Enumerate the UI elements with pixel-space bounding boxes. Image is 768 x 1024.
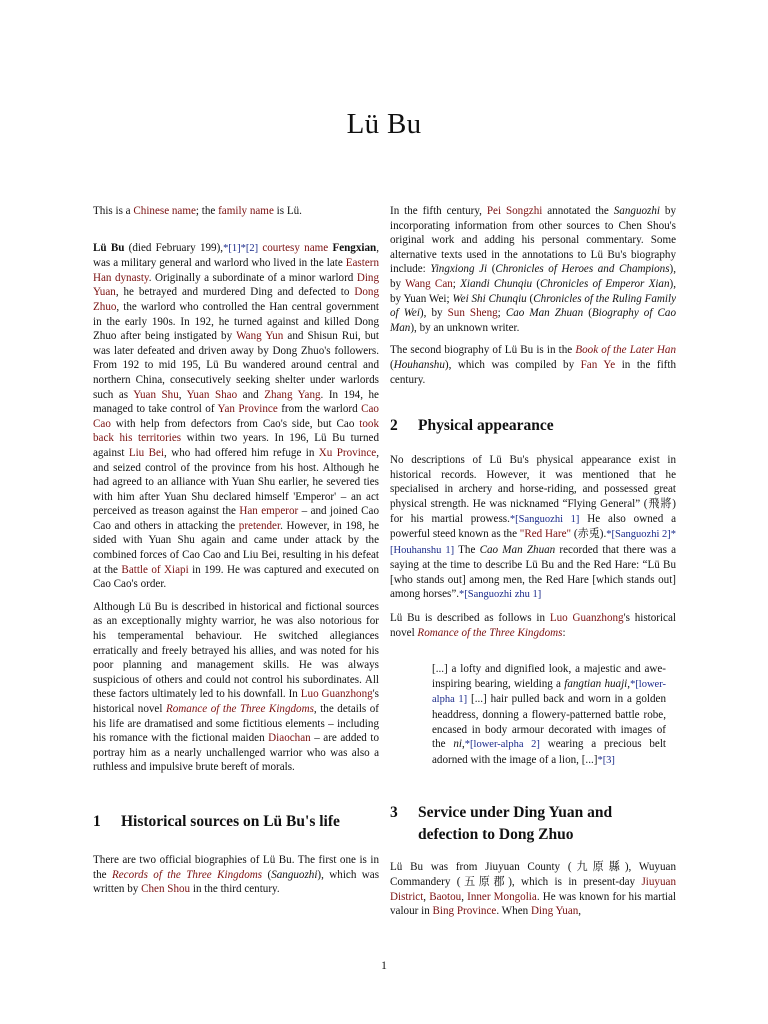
text-run: ( xyxy=(390,358,394,371)
text-run: in the fifth century. xyxy=(390,358,676,386)
text-run: The second biography of Lü Bu is in the xyxy=(390,344,576,357)
section-heading-text: Historical sources on Lü Bu's life xyxy=(121,812,340,830)
text-run: wearing a precious belt adorned with the image of a lion, [...] xyxy=(432,738,667,766)
paragraph-intro xyxy=(93,241,379,592)
paragraph-origin xyxy=(390,860,676,918)
italic-term: Houhanshu xyxy=(393,358,445,371)
citation-reference[interactable]: *[Sanguozhi 1] xyxy=(509,513,580,525)
inline-link[interactable]: Chen Shou xyxy=(141,883,191,896)
text-run: (赤兎). xyxy=(571,528,607,541)
text-run: in 199. He was captured and executed on Cao Cao's order. xyxy=(93,563,380,591)
right-column xyxy=(390,204,676,927)
page-number: 1 xyxy=(381,960,387,972)
text-run: , was a military general and warlord who lived in the late xyxy=(93,241,379,270)
italic-term: ni xyxy=(453,738,463,751)
link-family-name[interactable]: family name xyxy=(218,205,274,217)
hatnote-text: is Lü. xyxy=(273,205,302,217)
text-run: 's historical novel xyxy=(93,688,379,715)
inline-link[interactable]: Romance of the Three Kingdoms xyxy=(165,703,314,715)
text-run: : xyxy=(562,626,566,639)
text-run: annotated the xyxy=(542,205,614,217)
inline-link[interactable]: Eastern Han dynasty xyxy=(93,257,379,284)
text-run: , xyxy=(627,677,631,690)
block-quote xyxy=(432,662,666,768)
inline-link[interactable]: Zhang Yang xyxy=(264,388,321,401)
text-run: There are two official biographies of Lü Bu. The first one is in the xyxy=(93,853,379,881)
text-run: ), by Yuan Wei; xyxy=(390,277,676,305)
text-run: In the fifth century, xyxy=(390,205,487,217)
text-run: within two years. In 196, Lü Bu turned against xyxy=(93,432,379,459)
section-heading-text: Physical appearance xyxy=(418,417,554,435)
citation-reference[interactable]: *[Sanguozhi zhu 1] xyxy=(459,589,542,601)
inline-link[interactable]: Bing Province xyxy=(432,905,497,918)
text-run: (died February 199), xyxy=(124,241,224,254)
text-run: . In 194, he managed to take control of xyxy=(93,388,379,416)
inline-link[interactable]: Luo Guanzhong xyxy=(549,612,624,625)
text-run: – are added to portray him as a nearly unchallenged warrior who was also a ruthless and impulsive brute bereft of morals. xyxy=(93,732,379,774)
text-run: [...] a lofty and dignified look, a majestic and awe-inspiring bearing, wielding a xyxy=(432,663,666,690)
section-number: 1 xyxy=(93,812,101,830)
section-heading-physical-appearance xyxy=(390,415,676,437)
inline-link[interactable]: Fan Ye xyxy=(580,358,616,371)
text-run: recorded that there was a saying at the time to describe Lü Bu and the Red Hare: “Lü Bu [who stands out] among men, the Red Hare [which stands out] among horses”. xyxy=(390,543,677,601)
text-run: ), which was written by xyxy=(93,868,380,896)
inline-link[interactable]: courtesy name xyxy=(262,241,329,254)
paragraph-novel-description xyxy=(390,611,676,640)
text-run: [...] hair pulled back and worn in a golden headdress, donning a flowery-patterned battle robe, encased in body armour decorated with images of the xyxy=(432,693,666,751)
text-run: ; xyxy=(497,307,506,320)
text-run: ; xyxy=(452,277,461,290)
inline-link[interactable]: Baotou xyxy=(429,890,462,903)
text-run: , xyxy=(461,890,468,903)
italic-term: Chronicles of Emperor Xian xyxy=(540,277,670,290)
text-run: and xyxy=(237,388,265,401)
paragraph-houhanshu xyxy=(390,343,676,387)
text-run: ), by xyxy=(419,307,448,320)
text-run: from the warlord xyxy=(277,403,362,416)
text-run: . Originally a subordinate of a minor warlord xyxy=(148,271,357,284)
left-column xyxy=(93,204,379,905)
paragraph-appearance xyxy=(390,453,676,603)
inline-link[interactable]: Book of the Later Han xyxy=(575,344,677,357)
text-run: ( xyxy=(487,263,496,276)
text-run: , and seized control of the province from his host. Although he had agreed to an alliance with Yuan Shu earlier, he severed ties with him after Yuan Shu declared himself 'Emperor' – an act perceived as treason against the xyxy=(93,446,379,518)
text-run: , xyxy=(462,738,465,751)
text-run: Lü Bu was from Jiuyuan County (九原縣), Wuyuan Commandery (五原郡), which is in present-day xyxy=(390,861,676,888)
text-run: , xyxy=(423,890,430,903)
text-run: , the warlord who controlled the Han central government in the early 190s. In 192, he turned against and killed Dong Zhuo after being instigated by xyxy=(93,300,379,343)
italic-term: Sanguozhi xyxy=(613,205,660,217)
citation-reference[interactable]: *[lower-alpha 2] xyxy=(464,739,540,751)
inline-link[interactable]: Jiuyuan District xyxy=(390,876,676,903)
hatnote xyxy=(93,204,379,219)
section-number: 2 xyxy=(390,417,398,435)
text-run: , xyxy=(178,388,187,401)
inline-link[interactable]: Cao Cao xyxy=(93,403,379,430)
section-heading-ding-yuan xyxy=(390,802,676,846)
italic-term: Xiandi Chunqiu xyxy=(460,277,533,290)
section-heading-text: Service under Ding Yuan and defection to Dong Zhuo xyxy=(418,804,613,844)
italic-term: Sanguozhi xyxy=(271,868,318,881)
paragraph-character xyxy=(93,600,379,775)
text-run: ( xyxy=(262,868,272,881)
inline-link[interactable]: Han emperor xyxy=(239,505,299,518)
text-run: , he betrayed and murdered Ding and defected to xyxy=(115,286,355,299)
inline-link[interactable]: Ding Yuan xyxy=(530,905,579,918)
italic-term: Chronicles of Heroes and Champions xyxy=(495,263,670,276)
inline-link[interactable]: Romance of the Three Kingdoms xyxy=(417,626,563,639)
inline-link[interactable]: took back his territories xyxy=(93,417,379,445)
text-run: Lü Bu is described as follows in xyxy=(390,612,550,625)
italic-term: Cao Man Zhuan xyxy=(479,543,556,556)
text-run: He also owned a powerful steed known as the xyxy=(390,512,676,541)
text-run: ), by xyxy=(390,263,677,290)
citation-reference[interactable]: *[Sanguozhi 2]*[Houhanshu 1] xyxy=(390,529,676,556)
inline-link[interactable]: Sun Sheng xyxy=(447,307,498,320)
section-heading-historical-sources xyxy=(93,811,379,833)
text-run: . However, in 198, he sided with Yuan Shu again and came under attack by the combined forces of Cao Cao and Liu Bei, resulting in his defeat at the xyxy=(93,519,379,576)
bold-term: Lü Bu xyxy=(93,241,125,254)
inline-link[interactable]: Liu Bei xyxy=(128,446,165,459)
text-run: ( xyxy=(583,307,592,320)
text-run: ( xyxy=(532,277,541,290)
citation-reference[interactable]: *[1]*[2] xyxy=(223,242,259,254)
italic-term: Yingxiong Ji xyxy=(430,263,488,276)
inline-link[interactable]: Diaochan xyxy=(268,732,311,745)
inline-link[interactable]: Yan Province xyxy=(217,403,278,416)
inline-link[interactable]: Yuan Shao xyxy=(186,388,238,401)
text-run: ( xyxy=(526,292,534,305)
italic-term: Wei Shi Chunqiu xyxy=(452,292,527,305)
italic-term: Chronicles of the Ruling Family of Wei xyxy=(390,292,677,320)
text-run: – and joined Cao Cao and others in attacking the xyxy=(93,505,379,532)
text-run: ), by an unknown writer. xyxy=(410,321,520,334)
text-run: No descriptions of Lü Bu's physical appearance exist in historical records. However, it was mentioned that he specialised in archery and horse-riding, and possessed great physical strength. He was nicknamed “Flying General” (飛將) for his martial prowess. xyxy=(390,454,676,525)
inline-link[interactable]: Wang Yun xyxy=(236,330,284,343)
text-run: , the details of his life are dramatised and some fictitious elements – including his romance with the fictional maiden xyxy=(93,703,379,745)
hatnote-text: ; the xyxy=(195,205,219,217)
text-run: , xyxy=(578,905,582,918)
link-chinese-name[interactable]: Chinese name xyxy=(133,205,196,217)
inline-link[interactable]: Yuan Shu xyxy=(133,388,179,401)
text-run: by incorporating information from other sources to Chen Shou's original work and adding his personal commentary. Some alternative texts used in the annotations to Lü Bu's biography include: xyxy=(390,205,676,276)
citation-reference[interactable]: *[lower-alpha 1] xyxy=(432,678,667,706)
inline-link[interactable]: "Red Hare" xyxy=(519,528,572,541)
italic-term: Biography of Cao Man xyxy=(390,307,676,334)
citation-reference[interactable]: *[3] xyxy=(597,754,615,766)
inline-link[interactable]: Luo Guanzhong xyxy=(300,688,373,701)
text-run: ), which was compiled by xyxy=(444,358,581,371)
text-run: Although Lü Bu is described in historical and fictional sources as an exceptionally mighty warrior, he was also notorious for his temperamental behaviour. He switched allegiances erratically and freely betrayed his allies, and was noted for his poor planning and management skills. He was always suspicious of others and could not control his subordinates. All these factors ultimately led to his downfall. In xyxy=(93,600,379,701)
text-run: and Shisun Rui, but was later defeated and driven away by Dong Zhuo's followers. From 192 to mid 195, Lü Bu wandered around central and northern China, consecutively seeking shelter under warlords such as xyxy=(93,330,379,401)
text-run: , who had offered him refuge in xyxy=(164,446,319,459)
section-number: 3 xyxy=(390,804,398,822)
inline-link[interactable]: Battle of Xiapi xyxy=(121,563,189,576)
inline-link[interactable]: Pei Songzhi xyxy=(486,205,543,217)
inline-link[interactable]: Dong Zhuo xyxy=(93,286,379,313)
italic-term: Cao Man Zhuan xyxy=(505,307,584,320)
inline-link[interactable]: Wang Can xyxy=(405,277,453,290)
hatnote-text: This is a xyxy=(93,205,134,217)
text-run: The xyxy=(454,543,480,556)
page-title: Lü Bu xyxy=(346,108,422,140)
inline-link[interactable]: pretender xyxy=(238,519,281,532)
paragraph-sources xyxy=(93,853,379,897)
inline-link[interactable]: Records of the Three Kingdoms xyxy=(111,868,263,881)
paragraph-pei-songzhi xyxy=(390,204,676,335)
text-run: with help from defectors from Cao's side, but Cao xyxy=(110,417,360,430)
inline-link[interactable]: Xu Province xyxy=(318,446,377,459)
text-run: in the third century. xyxy=(190,883,280,896)
bold-term: Fengxian xyxy=(332,241,377,254)
text-run: 's historical novel xyxy=(390,612,676,639)
inline-link[interactable]: Inner Mongolia xyxy=(467,890,537,903)
text-run: . He was known for his martial valour in xyxy=(390,890,677,918)
inline-link[interactable]: Ding Yuan xyxy=(93,271,379,299)
italic-term: fangtian huaji xyxy=(564,677,628,690)
text-run: . When xyxy=(496,905,531,918)
